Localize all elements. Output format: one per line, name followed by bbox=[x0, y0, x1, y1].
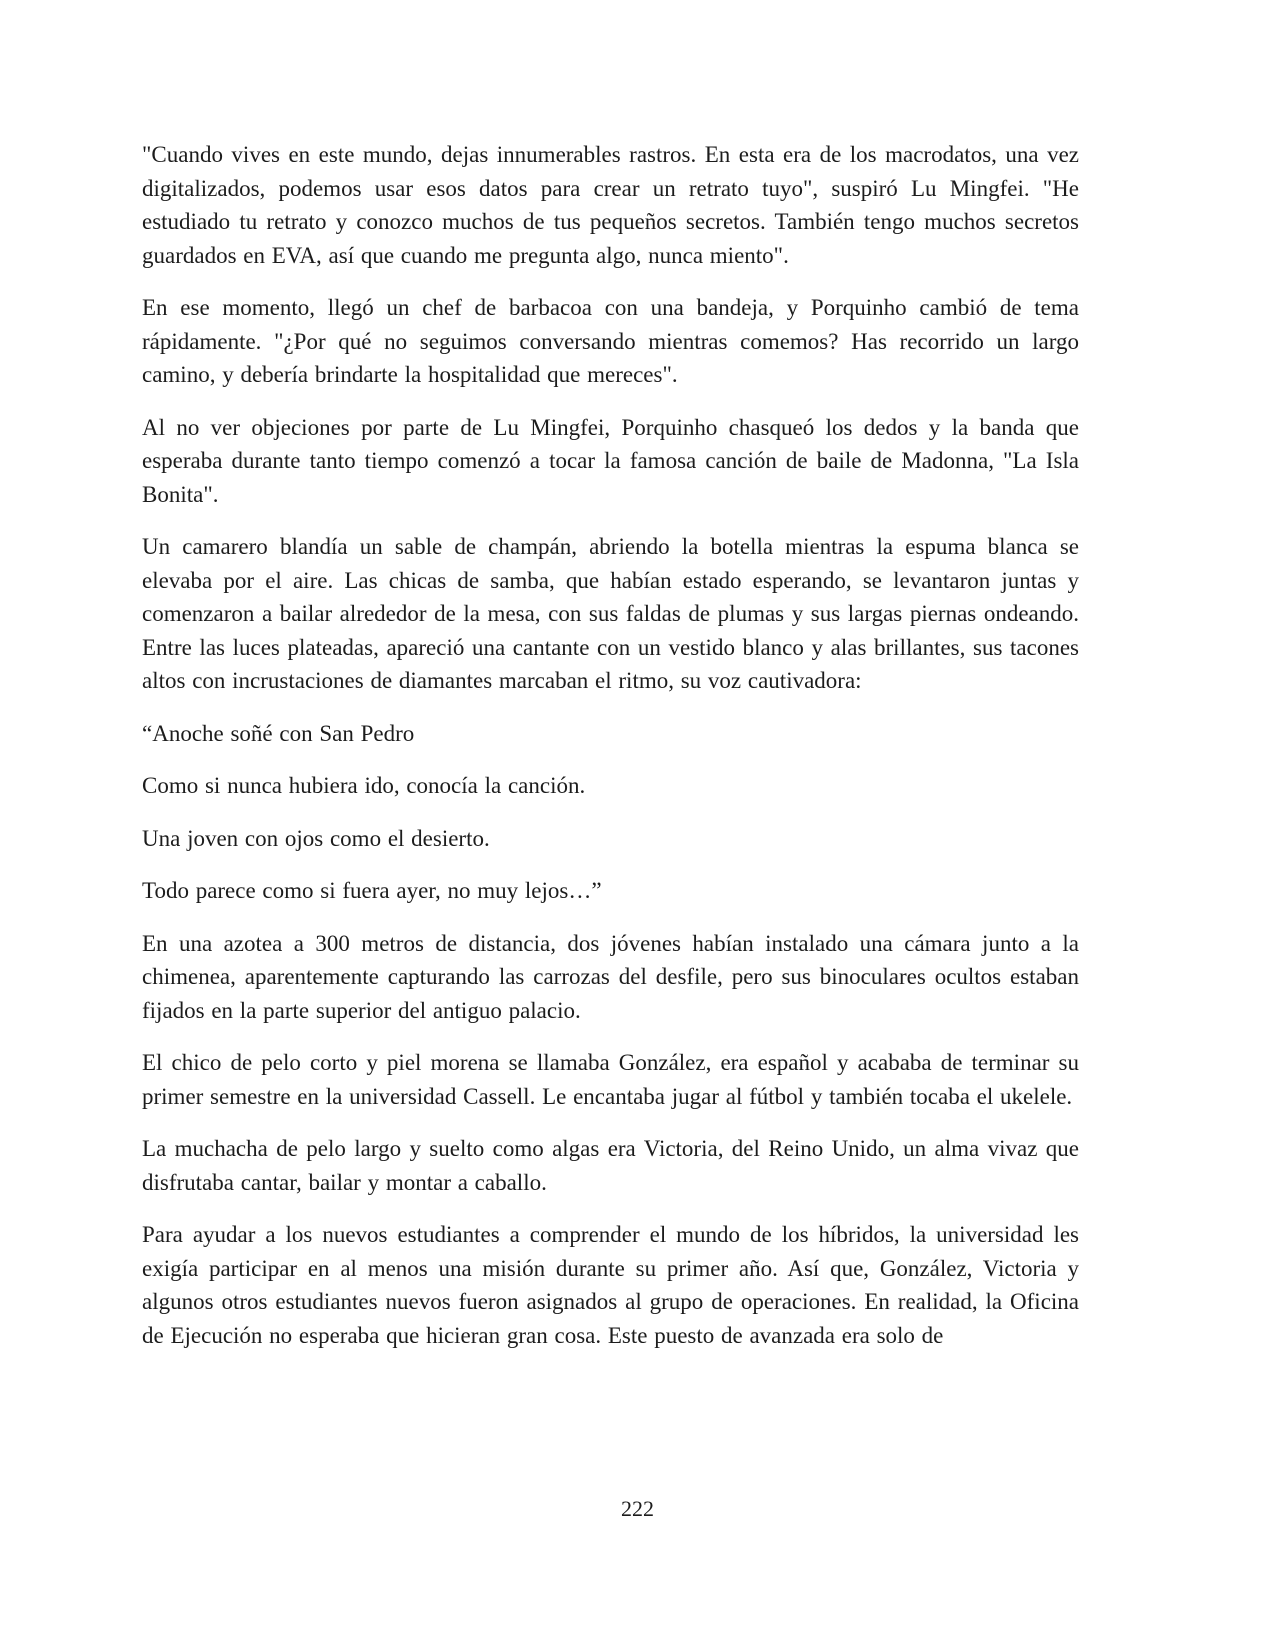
lyric-line: “Anoche soñé con San Pedro bbox=[142, 720, 415, 746]
page-number: 222 bbox=[621, 1496, 654, 1521]
page-content bbox=[142, 138, 1079, 1352]
paragraph: Al no ver objeciones por parte de Lu Mingfei, Porquinho chasqueó los dedos y la banda que esperaba durante tanto tiempo comenzó a tocar la famosa canción de baile de Madonna, "La Isla Bonita". bbox=[142, 414, 1079, 507]
lyric-line: Como si nunca hubiera ido, conocía la canción. bbox=[142, 773, 586, 798]
paragraph: Un camarero blandía un sable de champán, abriendo la botella mientras la espuma blanca se elevaba por el aire. Las chicas de samba, que habían estado esperando, se levantaron juntas y comenzaron a bailar alrededor de la mesa, con sus faldas de plumas y sus largas piernas ondeando. Entre las luces plateadas, apareció una cantante con un vestido blanco y alas brillantes, sus tacones altos con incrustaciones de diamantes marcaban el ritmo, su voz cautivadora: bbox=[142, 534, 1079, 693]
paragraph: "Cuando vives en este mundo, dejas innumerables rastros. En esta era de los macrodatos, una vez digitalizados, podemos usar esos datos para crear un retrato tuyo", suspiró Lu Mingfei. "He estudiado tu retrato y conozco muchos de tus pequeños secretos. También tengo muchos secretos guardados en EVA, así que cuando me pregunta algo, nunca miento". bbox=[142, 142, 1079, 268]
paragraph: En ese momento, llegó un chef de barbacoa con una bandeja, y Porquinho cambió de tema rápidamente. "¿Por qué no seguimos conversando mientras comemos? Has recorrido un largo camino, y debería brindarte la hospitalidad que mereces". bbox=[142, 295, 1079, 387]
paragraph: La muchacha de pelo largo y suelto como algas era Victoria, del Reino Unido, un alma vivaz que disfrutaba cantar, bailar y montar a caballo. bbox=[142, 1136, 1079, 1195]
paragraph: En una azotea a 300 metros de distancia, dos jóvenes habían instalado una cámara junto a la chimenea, aparentemente capturando las carrozas del desfile, pero sus binoculares ocultos estaban fijados en la parte superior del antiguo palacio. bbox=[142, 930, 1079, 1023]
paragraph: El chico de pelo corto y piel morena se llamaba González, era español y acababa de terminar su primer semestre en la universidad Cassell. Le encantaba jugar al fútbol y también tocaba el ukelele. bbox=[142, 1050, 1079, 1109]
lyric-line: Todo parece como si fuera ayer, no muy lejos…” bbox=[142, 878, 602, 903]
paragraph: Para ayudar a los nuevos estudiantes a comprender el mundo de los híbridos, la universidad les exigía participar en al menos una misión durante su primer año. Así que, González, Victoria y algunos otros estudiantes nuevos fueron asignados al grupo de operaciones. En realidad, la Oficina de Ejecución no esperaba que hicieran gran cosa. Este puesto de avanzada era solo de bbox=[142, 1222, 1079, 1348]
lyric-line: Una joven con ojos como el desierto. bbox=[142, 825, 490, 851]
